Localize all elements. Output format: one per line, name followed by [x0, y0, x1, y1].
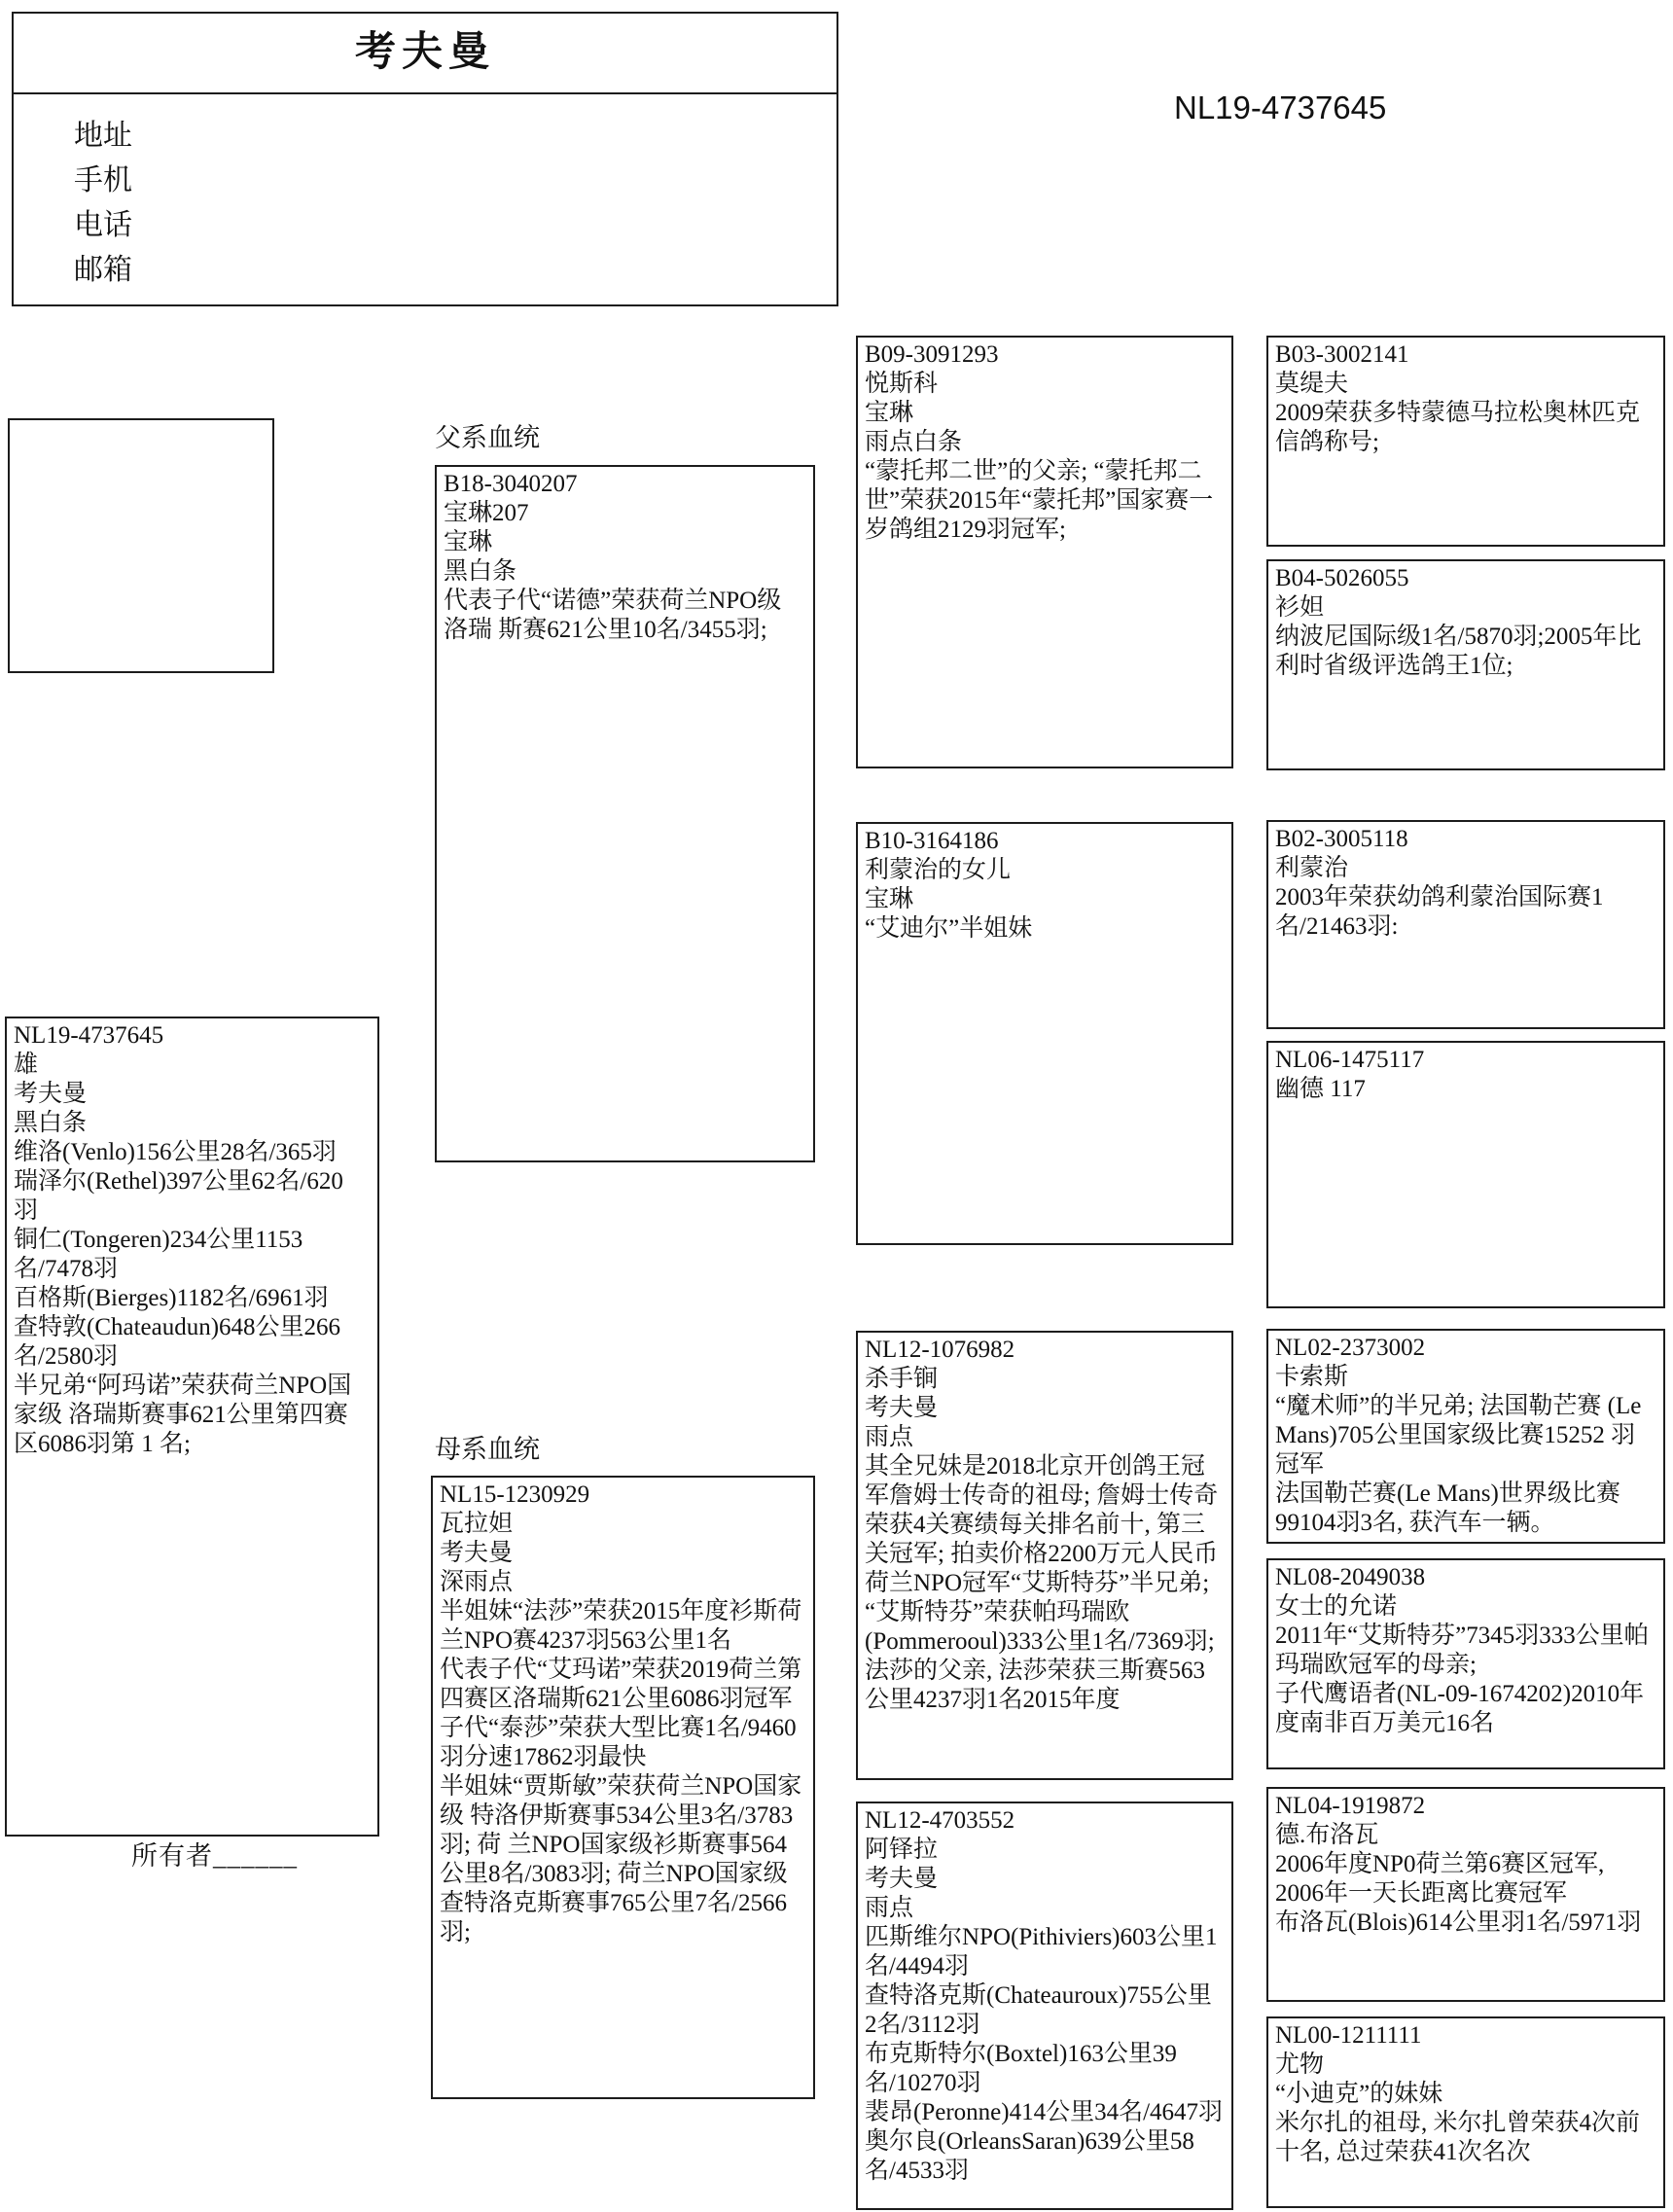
- text-line: B02-3005118: [1275, 826, 1408, 852]
- dam-dam-box: [856, 1802, 1233, 2210]
- text-line: 雨点: [865, 1424, 914, 1450]
- text-line: 地址: [74, 120, 132, 152]
- owner-label: 所有者______: [131, 1841, 298, 1871]
- text-line: “魔术师”的半兄弟; 法国勒芒赛 (Le Mans)705公里国家级比赛15252 羽冠军: [1275, 1393, 1642, 1478]
- text-line: 代表子代“诺德”荣获荷兰NPO级洛瑞 斯赛621公里10名/3455羽;: [444, 588, 782, 643]
- sire-dam-dam-box: [1266, 1041, 1665, 1308]
- text-line: 利蒙治的女儿: [865, 857, 1012, 883]
- text-line: 电话: [74, 209, 132, 241]
- loft-info-box: [12, 12, 838, 306]
- text-line: 黑白条: [444, 558, 517, 585]
- text-line: NL04-1919872: [1275, 1793, 1426, 1819]
- sire-box: [435, 465, 815, 1162]
- text-line: 半姐妹“贾斯敏”荣获荷兰NPO国家级 特洛伊斯赛事534公里3名/3783羽; 荷 兰NPO国家级衫斯赛事564公里8名/3083羽; 荷兰NPO国家级查特洛克斯赛事765公里7名/2566羽;: [440, 1773, 802, 1945]
- text-line: B03-3002141: [1275, 341, 1409, 368]
- text-line: NL12-4703552: [865, 1807, 1015, 1834]
- text-line: 纳波尼国际级1名/5870羽;2005年比利时省级评选鸽王1位;: [1275, 624, 1642, 679]
- sire-sire-sire-box: [1266, 336, 1665, 547]
- maternal-lineage-label: 母系血统: [435, 1435, 540, 1464]
- text-line: 半姐妹“法莎”荣获2015年度衫斯荷兰NPO赛4237羽563公里1名: [440, 1598, 802, 1654]
- text-line: NL08-2049038: [1275, 1564, 1426, 1590]
- text-line: B18-3040207: [444, 471, 578, 497]
- sire-dam-sire-box: [1266, 820, 1665, 1029]
- text-line: 利蒙治: [1275, 855, 1349, 881]
- text-line: 雄: [14, 1052, 39, 1078]
- text-line: 子代“泰莎”荣获大型比赛1名/9460羽分速17862羽最快: [440, 1715, 797, 1770]
- text-line: NL19-4737645: [14, 1022, 164, 1049]
- text-line: 维洛(Venlo)156公里28名/365羽: [14, 1139, 337, 1165]
- text-line: 布克斯特尔(Boxtel)163公里39名/10270羽: [865, 2041, 1177, 2096]
- text-line: 宝琳207: [444, 500, 529, 526]
- photo-placeholder-box: [8, 418, 274, 673]
- text-line: 2003年荣获幼鸽利蒙治国际赛1名/21463羽:: [1275, 884, 1604, 940]
- text-line: 阿铎拉: [865, 1837, 939, 1863]
- text-line: 考夫曼: [440, 1540, 514, 1566]
- text-line: 查特敦(Chateaudun)648公里266 名/2580羽: [14, 1314, 341, 1370]
- text-line: 莫缇夫: [1275, 371, 1349, 397]
- text-line: 衫妲: [1275, 594, 1325, 621]
- dam-sire-dam-box: [1266, 1558, 1665, 1769]
- text-line: NL02-2373002: [1275, 1335, 1426, 1361]
- text-line: 考夫曼: [865, 1866, 939, 1892]
- text-line: 女士的允诺: [1275, 1593, 1398, 1620]
- text-line: B10-3164186: [865, 828, 999, 854]
- text-line: 邮箱: [74, 254, 132, 286]
- dam-sire-sire-box: [1266, 1329, 1665, 1544]
- text-line: 德.布洛瓦: [1275, 1822, 1379, 1848]
- text-line: 荷兰NPO冠军“艾斯特芬”半兄弟;: [865, 1570, 1210, 1596]
- paternal-lineage-label: 父系血统: [435, 423, 540, 452]
- text-line: 裴昂(Peronne)414公里34名/4647羽: [865, 2099, 1224, 2125]
- text-line: B09-3091293: [865, 341, 999, 368]
- text-line: 宝琳: [865, 886, 914, 912]
- text-line: 卡索斯: [1275, 1364, 1349, 1390]
- sire-dam-box: [856, 822, 1233, 1245]
- ring-number: NL19-4737645: [1174, 89, 1387, 125]
- dam-box: [431, 1476, 815, 2099]
- text-line: 查特洛克斯(Chateauroux)755公里2名/3112羽: [865, 1982, 1212, 2038]
- text-line: 子代鹰语者(NL-09-1674202)2010年度南非百万美元16名: [1275, 1681, 1645, 1736]
- contact-fields: [14, 94, 836, 293]
- text-line: 考夫曼: [14, 1081, 88, 1107]
- text-line: 匹斯维尔NPO(Pithiviers)603公里1名/4494羽: [865, 1924, 1218, 1980]
- text-line: 雨点白条: [865, 429, 963, 455]
- text-line: 2006年度NP0荷兰第6赛区冠军, 2006年一天长距离比赛冠军: [1275, 1851, 1605, 1907]
- text-line: 铜仁(Tongeren)234公里1153 名/7478羽: [14, 1227, 303, 1282]
- text-line: 奥尔良(OrleansSaran)639公里58名/4533羽: [865, 2128, 1194, 2184]
- text-line: NL12-1076982: [865, 1337, 1015, 1363]
- text-line: 深雨点: [440, 1569, 514, 1595]
- text-line: 米尔扎的祖母, 米尔扎曾荣获4次前十名, 总过荣获41次名次: [1275, 2110, 1641, 2165]
- sire-sire-dam-box: [1266, 559, 1665, 770]
- text-line: 法莎的父亲, 法莎荣获三斯赛563公里4237羽1名2015年度: [865, 1658, 1206, 1713]
- dam-dam-sire-box: [1266, 1787, 1665, 2002]
- text-line: 布洛瓦(Blois)614公里羽1名/5971羽: [1275, 1909, 1642, 1936]
- text-line: NL15-1230929: [440, 1481, 590, 1508]
- text-line: 百格斯(Bierges)1182名/6961羽: [14, 1285, 329, 1311]
- text-line: 杀手锏: [865, 1366, 939, 1392]
- text-line: B04-5026055: [1275, 565, 1409, 591]
- text-line: 宝琳: [865, 400, 914, 426]
- text-line: 其全兄妹是2018北京开创鸽王冠军詹姆士传奇的祖母; 詹姆士传奇荣获4关赛绩每关排名前十, 第三关冠军; 拍卖价格2200万元人民币: [865, 1453, 1219, 1567]
- dam-dam-dam-box: [1266, 2016, 1665, 2208]
- text-line: 宝琳: [444, 529, 493, 555]
- text-line: 雨点: [865, 1895, 914, 1921]
- text-line: “小迪克”的妹妹: [1275, 2081, 1443, 2107]
- text-line: 瑞泽尔(Rethel)397公里62名/620 羽: [14, 1168, 343, 1224]
- text-line: 幽德 117: [1275, 1076, 1366, 1102]
- sire-sire-box: [856, 336, 1233, 768]
- loft-name-title: 考夫曼: [14, 14, 836, 94]
- text-line: 代表子代“艾玛诺”荣获2019荷兰第四赛区洛瑞斯621公里6086羽冠军: [440, 1657, 802, 1712]
- text-line: 半兄弟“阿玛诺”荣获荷兰NPO国家级 洛瑞斯赛事621公里第四赛区6086羽第 1 名;: [14, 1373, 352, 1457]
- text-line: 尤物: [1275, 2051, 1325, 2078]
- text-line: 考夫曼: [865, 1395, 939, 1421]
- subject-pigeon-box: [5, 1017, 379, 1837]
- text-line: 2009荣获多特蒙德马拉松奥林匹克信鸽称号;: [1275, 400, 1641, 455]
- text-line: “艾斯特芬”荣获帕玛瑞欧(Pommerooul)333公里1名/7369羽;: [865, 1599, 1215, 1655]
- text-line: NL00-1211111: [1275, 2022, 1422, 2049]
- text-line: 法国勒芒赛(Le Mans)世界级比赛 99104羽3名, 获汽车一辆。: [1275, 1481, 1620, 1536]
- text-line: 黑白条: [14, 1110, 88, 1136]
- dam-sire-box: [856, 1331, 1233, 1780]
- text-line: 瓦拉妲: [440, 1511, 514, 1537]
- text-line: “艾迪尔”半姐妹: [865, 915, 1033, 942]
- text-line: 悦斯科: [865, 371, 939, 397]
- text-line: 手机: [74, 164, 132, 196]
- text-line: NL06-1475117: [1275, 1047, 1425, 1073]
- text-line: 2011年“艾斯特芬”7345羽333公里帕玛瑞欧冠军的母亲;: [1275, 1623, 1649, 1678]
- text-line: “蒙托邦二世”的父亲; “蒙托邦二世”荣获2015年“蒙托邦”国家赛一岁鸽组2129羽冠军;: [865, 458, 1214, 543]
